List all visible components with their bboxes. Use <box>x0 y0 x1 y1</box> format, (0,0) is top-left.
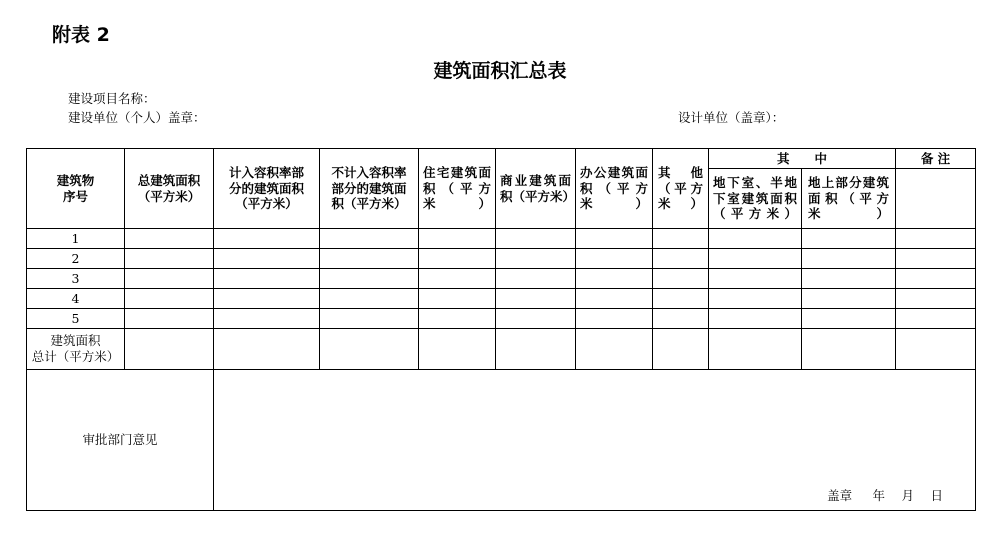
data-cell[interactable] <box>214 309 320 329</box>
data-cell[interactable] <box>709 309 802 329</box>
header-far-excluded: 不计入容积率部分的建筑面积（平方米） <box>320 149 419 229</box>
data-cell[interactable] <box>653 329 709 370</box>
row-number: 1 <box>27 229 125 249</box>
data-cell[interactable] <box>576 269 653 289</box>
header-underground: 地下室、半地下室建筑面积（平方米） <box>709 169 802 229</box>
row-number: 4 <box>27 289 125 309</box>
data-cell[interactable] <box>709 289 802 309</box>
data-cell[interactable] <box>496 309 576 329</box>
data-cell[interactable] <box>576 229 653 249</box>
data-cell[interactable] <box>419 229 496 249</box>
data-cell[interactable] <box>496 229 576 249</box>
data-cell[interactable] <box>419 309 496 329</box>
data-cell[interactable] <box>125 249 214 269</box>
data-cell[interactable] <box>419 249 496 269</box>
data-cell[interactable] <box>709 249 802 269</box>
header-far-included: 计入容积率部分的建筑面积（平方米） <box>214 149 320 229</box>
approval-row <box>27 370 976 511</box>
data-cell[interactable] <box>214 289 320 309</box>
project-name-label: 建设项目名称： <box>68 91 156 106</box>
data-cell[interactable] <box>125 309 214 329</box>
data-cell[interactable] <box>576 309 653 329</box>
data-cell[interactable] <box>419 329 496 370</box>
data-cell[interactable] <box>320 309 419 329</box>
data-cell[interactable] <box>125 229 214 249</box>
table-row <box>27 269 976 289</box>
design-unit-label: 设计单位（盖章）： <box>678 110 785 125</box>
row-number: 3 <box>27 269 125 289</box>
table-row <box>27 229 976 249</box>
row-number: 5 <box>27 309 125 329</box>
data-cell[interactable] <box>802 289 896 309</box>
data-cell[interactable] <box>896 329 976 370</box>
header-aboveground: 地上部分建筑面积（平方米） <box>802 169 896 229</box>
table-row <box>27 249 976 269</box>
data-cell[interactable] <box>653 289 709 309</box>
data-cell[interactable] <box>576 249 653 269</box>
data-cell[interactable] <box>320 269 419 289</box>
remarks-subcell <box>896 169 976 229</box>
data-cell[interactable] <box>896 289 976 309</box>
data-cell[interactable] <box>709 229 802 249</box>
data-cell[interactable] <box>214 269 320 289</box>
data-cell[interactable] <box>419 269 496 289</box>
data-cell[interactable] <box>709 269 802 289</box>
header-of-which: 其 中 <box>709 149 896 169</box>
data-cell[interactable] <box>802 329 896 370</box>
data-cell[interactable] <box>125 289 214 309</box>
data-cell[interactable] <box>802 229 896 249</box>
data-cell[interactable] <box>709 329 802 370</box>
data-cell[interactable] <box>214 249 320 269</box>
data-cell[interactable] <box>896 309 976 329</box>
table-row <box>27 289 976 309</box>
data-cell[interactable] <box>896 229 976 249</box>
data-cell[interactable] <box>496 269 576 289</box>
total-label: 建筑面积 总计（平方米） <box>27 329 125 370</box>
data-cell[interactable] <box>576 289 653 309</box>
header-total-area: 总建筑面积 （平方米） <box>125 149 214 229</box>
data-cell[interactable] <box>896 249 976 269</box>
data-cell[interactable] <box>802 249 896 269</box>
data-cell[interactable] <box>496 249 576 269</box>
data-cell[interactable] <box>320 289 419 309</box>
header-commercial: 商业建筑面积（平方米） <box>496 149 576 229</box>
data-cell[interactable] <box>496 289 576 309</box>
data-cell[interactable] <box>653 269 709 289</box>
approval-opinion-cell[interactable] <box>214 370 976 511</box>
data-cell[interactable] <box>320 229 419 249</box>
data-cell[interactable] <box>214 229 320 249</box>
data-cell[interactable] <box>419 289 496 309</box>
header-remarks: 备 注 <box>896 149 976 169</box>
data-cell[interactable] <box>320 249 419 269</box>
data-cell[interactable] <box>576 329 653 370</box>
data-cell[interactable] <box>653 229 709 249</box>
page-title: 建筑面积汇总表 <box>433 60 567 82</box>
data-cell[interactable] <box>653 249 709 269</box>
annex-label: 附表 2 <box>52 24 110 46</box>
data-cell[interactable] <box>214 329 320 370</box>
data-cell[interactable] <box>653 309 709 329</box>
row-number: 2 <box>27 249 125 269</box>
header-residential: 住宅建筑面积（平方米） <box>419 149 496 229</box>
header-other: 其 他（平方米） <box>653 149 709 229</box>
data-cell[interactable] <box>496 329 576 370</box>
data-cell[interactable] <box>896 269 976 289</box>
header-building-no: 建筑物 序号 <box>27 149 125 229</box>
data-cell[interactable] <box>125 269 214 289</box>
area-summary-table <box>26 148 976 511</box>
header-office: 办公建筑面积（平方米） <box>576 149 653 229</box>
approval-label: 审批部门意见 <box>27 370 214 511</box>
data-cell[interactable] <box>802 309 896 329</box>
data-cell[interactable] <box>320 329 419 370</box>
construction-unit-label: 建设单位（个人）盖章： <box>68 110 206 125</box>
approval-signature-line: 盖章 年 月 日 <box>827 487 944 503</box>
data-cell[interactable] <box>802 269 896 289</box>
data-cell[interactable] <box>125 329 214 370</box>
total-row <box>27 329 976 370</box>
table-row <box>27 309 976 329</box>
